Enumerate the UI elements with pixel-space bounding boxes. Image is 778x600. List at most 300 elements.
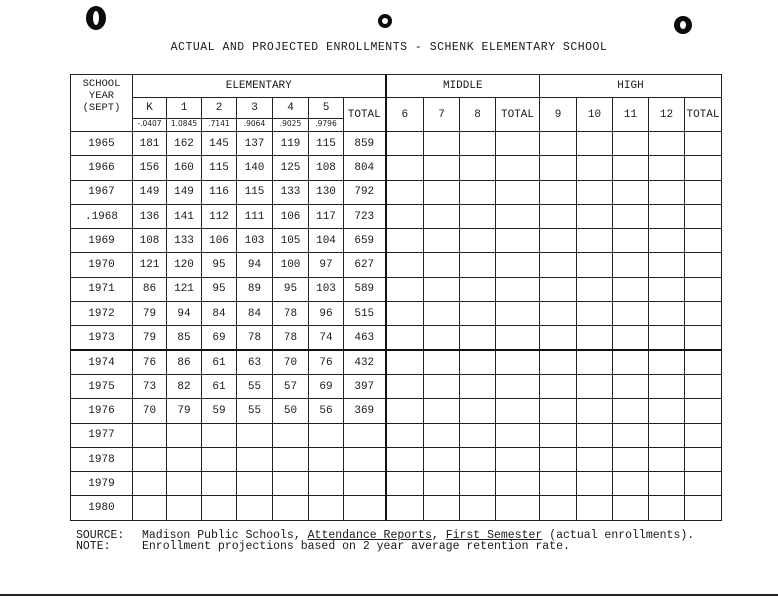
elementary-total-cell	[344, 423, 386, 447]
empty-cell	[460, 229, 496, 253]
year-cell: 1977	[71, 423, 133, 447]
year-cell: 1970	[71, 253, 133, 277]
enrollment-cell: 103	[237, 229, 273, 253]
enrollment-cell: 121	[133, 253, 167, 277]
year-cell: 1975	[71, 374, 133, 398]
empty-cell	[496, 204, 540, 228]
binder-hole-left	[86, 6, 106, 30]
projection-note	[76, 541, 694, 552]
empty-cell	[540, 302, 577, 326]
empty-cell	[685, 374, 722, 398]
empty-cell	[613, 472, 649, 496]
table-row	[71, 447, 722, 471]
empty-cell	[613, 253, 649, 277]
elementary-total-cell	[344, 472, 386, 496]
enrollment-cell: 78	[273, 302, 309, 326]
empty-cell	[424, 447, 460, 471]
enrollment-cell	[133, 472, 167, 496]
enrollment-cell	[167, 496, 202, 520]
elementary-total-cell: 369	[344, 399, 386, 423]
enrollment-cell: 112	[202, 204, 237, 228]
empty-cell	[685, 302, 722, 326]
table-row	[71, 180, 722, 204]
empty-cell	[386, 253, 424, 277]
enrollment-cell: 55	[237, 399, 273, 423]
empty-cell	[613, 204, 649, 228]
enrollment-cell	[309, 496, 344, 520]
empty-cell	[460, 132, 496, 156]
enrollment-cell: 115	[237, 180, 273, 204]
enrollment-cell	[167, 447, 202, 471]
enrollment-cell: 84	[202, 302, 237, 326]
empty-cell	[424, 180, 460, 204]
empty-cell	[613, 447, 649, 471]
table-row	[71, 423, 722, 447]
year-cell: 1979	[71, 472, 133, 496]
empty-cell	[649, 326, 685, 350]
empty-cell	[496, 326, 540, 350]
enrollment-cell: 156	[133, 156, 167, 180]
empty-cell	[460, 326, 496, 350]
enrollment-cell: 95	[202, 253, 237, 277]
empty-cell	[577, 229, 613, 253]
empty-cell	[649, 229, 685, 253]
year-cell: 1973	[71, 326, 133, 350]
year-cell: 1965	[71, 132, 133, 156]
empty-cell	[460, 253, 496, 277]
enrollment-cell: 69	[309, 374, 344, 398]
empty-cell	[649, 302, 685, 326]
source-text-end: (actual enrollments).	[549, 529, 695, 542]
empty-cell	[577, 204, 613, 228]
high-total-header: TOTAL	[685, 98, 722, 132]
empty-cell	[386, 447, 424, 471]
elementary-total-cell: 397	[344, 374, 386, 398]
enrollment-cell	[202, 472, 237, 496]
empty-cell	[386, 399, 424, 423]
empty-cell	[386, 277, 424, 301]
grade-2-header: 2	[202, 98, 237, 119]
empty-cell	[685, 496, 722, 520]
enrollment-cell: 79	[133, 302, 167, 326]
grade-7-header: 7	[424, 98, 460, 132]
enrollment-cell: 82	[167, 374, 202, 398]
table-row	[71, 350, 722, 374]
table-row	[71, 302, 722, 326]
elementary-total-cell	[344, 447, 386, 471]
enrollment-cell	[237, 423, 273, 447]
empty-cell	[540, 132, 577, 156]
enrollment-cell: 115	[309, 132, 344, 156]
enrollment-cell: 95	[273, 277, 309, 301]
empty-cell	[460, 399, 496, 423]
empty-cell	[386, 472, 424, 496]
enrollment-cell	[202, 423, 237, 447]
empty-cell	[386, 423, 424, 447]
grade-9-header: 9	[540, 98, 577, 132]
empty-cell	[460, 496, 496, 520]
empty-cell	[460, 156, 496, 180]
group-elementary: ELEMENTARY	[133, 75, 386, 98]
empty-cell	[386, 374, 424, 398]
group-middle: MIDDLE	[386, 75, 540, 98]
empty-cell	[496, 423, 540, 447]
enrollment-cell	[309, 447, 344, 471]
empty-cell	[424, 374, 460, 398]
table-row	[71, 472, 722, 496]
empty-cell	[577, 253, 613, 277]
elementary-total-cell: 723	[344, 204, 386, 228]
enrollment-cell	[273, 472, 309, 496]
empty-cell	[424, 423, 460, 447]
enrollment-cell: 94	[167, 302, 202, 326]
empty-cell	[496, 253, 540, 277]
empty-cell	[649, 277, 685, 301]
empty-cell	[613, 350, 649, 374]
empty-cell	[460, 423, 496, 447]
empty-cell	[540, 326, 577, 350]
empty-cell	[540, 447, 577, 471]
grade-1-header: 1	[167, 98, 202, 119]
empty-cell	[613, 496, 649, 520]
enrollment-cell: 97	[309, 253, 344, 277]
empty-cell	[540, 374, 577, 398]
empty-cell	[540, 253, 577, 277]
empty-cell	[577, 326, 613, 350]
enrollment-cell: 78	[237, 326, 273, 350]
empty-cell	[577, 277, 613, 301]
year-cell: 1980	[71, 496, 133, 520]
grade-12-header: 12	[649, 98, 685, 132]
empty-cell	[685, 229, 722, 253]
empty-cell	[424, 399, 460, 423]
empty-cell	[685, 277, 722, 301]
grade-11-header: 11	[613, 98, 649, 132]
enrollment-cell: 137	[237, 132, 273, 156]
enrollment-cell: 120	[167, 253, 202, 277]
empty-cell	[540, 472, 577, 496]
empty-cell	[577, 399, 613, 423]
empty-cell	[460, 277, 496, 301]
elementary-total-cell: 432	[344, 350, 386, 374]
empty-cell	[613, 423, 649, 447]
enrollment-cell: 162	[167, 132, 202, 156]
enrollment-cell: 50	[273, 399, 309, 423]
enrollment-cell	[237, 496, 273, 520]
empty-cell	[649, 253, 685, 277]
empty-cell	[577, 132, 613, 156]
year-cell: 1978	[71, 447, 133, 471]
empty-cell	[386, 496, 424, 520]
elementary-total-cell: 515	[344, 302, 386, 326]
empty-cell	[386, 156, 424, 180]
empty-cell	[540, 496, 577, 520]
enrollment-cell: 115	[202, 156, 237, 180]
empty-cell	[649, 374, 685, 398]
enrollment-cell: 130	[309, 180, 344, 204]
empty-cell	[460, 374, 496, 398]
empty-cell	[386, 204, 424, 228]
empty-cell	[424, 302, 460, 326]
enrollment-cell: 145	[202, 132, 237, 156]
enrollment-cell: 69	[202, 326, 237, 350]
group-high: HIGH	[540, 75, 722, 98]
empty-cell	[685, 326, 722, 350]
elementary-total-header: TOTAL	[344, 98, 386, 132]
enrollment-cell: 73	[133, 374, 167, 398]
empty-cell	[685, 472, 722, 496]
empty-cell	[577, 350, 613, 374]
enrollment-cell	[167, 472, 202, 496]
enrollment-cell: 96	[309, 302, 344, 326]
enrollment-cell: 140	[237, 156, 273, 180]
table-row	[71, 374, 722, 398]
elementary-total-cell: 659	[344, 229, 386, 253]
empty-cell	[649, 496, 685, 520]
enrollment-cell: 106	[202, 229, 237, 253]
enrollment-cell	[202, 496, 237, 520]
empty-cell	[540, 277, 577, 301]
enrollment-cell	[273, 447, 309, 471]
enrollment-cell	[237, 447, 273, 471]
enrollment-table	[70, 74, 722, 521]
grade-8-header: 8	[460, 98, 496, 132]
retention-rate: .9064	[237, 119, 273, 132]
enrollment-cell: 86	[133, 277, 167, 301]
empty-cell	[577, 156, 613, 180]
enrollment-cell	[133, 447, 167, 471]
empty-cell	[496, 229, 540, 253]
elementary-total-cell: 627	[344, 253, 386, 277]
enrollment-cell	[309, 423, 344, 447]
enrollment-cell: 149	[167, 180, 202, 204]
source-separator: ,	[431, 529, 439, 542]
source-label: SOURCE:	[76, 529, 125, 542]
enrollment-cell: 79	[133, 326, 167, 350]
table-row	[71, 399, 722, 423]
enrollment-cell: 61	[202, 350, 237, 374]
empty-cell	[424, 253, 460, 277]
empty-cell	[613, 180, 649, 204]
document-title: ACTUAL AND PROJECTED ENROLLMENTS - SCHENK ELEMENTARY SCHOOL	[170, 41, 608, 54]
empty-cell	[649, 156, 685, 180]
grade-6-header: 6	[386, 98, 424, 132]
empty-cell	[460, 447, 496, 471]
enrollment-cell: 76	[309, 350, 344, 374]
grade-10-header: 10	[577, 98, 613, 132]
enrollment-cell: 108	[309, 156, 344, 180]
enrollment-cell	[133, 496, 167, 520]
source-text: Madison Public Schools,	[142, 529, 301, 542]
enrollment-cell: 117	[309, 204, 344, 228]
elementary-total-cell: 589	[344, 277, 386, 301]
elementary-total-cell: 463	[344, 326, 386, 350]
empty-cell	[496, 496, 540, 520]
empty-cell	[685, 180, 722, 204]
empty-cell	[424, 132, 460, 156]
empty-cell	[613, 374, 649, 398]
binder-hole-middle	[378, 14, 392, 28]
note-label: NOTE:	[76, 540, 111, 553]
empty-cell	[496, 302, 540, 326]
empty-cell	[577, 180, 613, 204]
year-cell: 1974	[71, 350, 133, 374]
enrollment-cell: 76	[133, 350, 167, 374]
enrollment-cell: 106	[273, 204, 309, 228]
year-cell: 1972	[71, 302, 133, 326]
school-year-header: SCHOOL YEAR (SEPT)	[71, 75, 133, 132]
empty-cell	[540, 156, 577, 180]
enrollment-cell: 56	[309, 399, 344, 423]
empty-cell	[613, 132, 649, 156]
enrollment-cell	[167, 423, 202, 447]
empty-cell	[649, 180, 685, 204]
year-cell: 1971	[71, 277, 133, 301]
grade-4-header: 4	[273, 98, 309, 119]
enrollment-cell: 160	[167, 156, 202, 180]
empty-cell	[613, 156, 649, 180]
year-cell: 1976	[71, 399, 133, 423]
enrollment-cell: 111	[237, 204, 273, 228]
enrollment-cell	[309, 472, 344, 496]
binder-hole-right	[674, 16, 692, 34]
year-cell: .1968	[71, 204, 133, 228]
enrollment-cell: 63	[237, 350, 273, 374]
empty-cell	[540, 229, 577, 253]
empty-cell	[496, 374, 540, 398]
empty-cell	[460, 350, 496, 374]
enrollment-cell: 116	[202, 180, 237, 204]
enrollment-cell: 89	[237, 277, 273, 301]
retention-rate: 1.0845	[167, 119, 202, 132]
empty-cell	[649, 399, 685, 423]
empty-cell	[685, 132, 722, 156]
enrollment-cell: 55	[237, 374, 273, 398]
empty-cell	[613, 326, 649, 350]
empty-cell	[386, 229, 424, 253]
enrollment-cell: 79	[167, 399, 202, 423]
empty-cell	[424, 350, 460, 374]
empty-cell	[496, 447, 540, 471]
year-cell: 1967	[71, 180, 133, 204]
grade-5-header: 5	[309, 98, 344, 119]
enrollment-cell: 59	[202, 399, 237, 423]
enrollment-cell: 133	[167, 229, 202, 253]
source-publication: Attendance Reports	[307, 529, 432, 542]
table-row	[71, 204, 722, 228]
note-text: Enrollment projections based on	[142, 540, 356, 553]
empty-cell	[685, 204, 722, 228]
note-years: 2	[362, 540, 370, 553]
enrollment-cell: 84	[237, 302, 273, 326]
enrollment-cell: 133	[273, 180, 309, 204]
enrollment-cell: 94	[237, 253, 273, 277]
enrollment-cell: 105	[273, 229, 309, 253]
empty-cell	[577, 423, 613, 447]
enrollment-cell	[273, 496, 309, 520]
empty-cell	[496, 132, 540, 156]
empty-cell	[460, 302, 496, 326]
empty-cell	[649, 204, 685, 228]
enrollment-cell: 78	[273, 326, 309, 350]
empty-cell	[424, 326, 460, 350]
empty-cell	[424, 204, 460, 228]
table-row	[71, 132, 722, 156]
enrollment-cell: 61	[202, 374, 237, 398]
empty-cell	[613, 302, 649, 326]
empty-cell	[496, 472, 540, 496]
empty-cell	[386, 326, 424, 350]
grade-k-header: K	[133, 98, 167, 119]
empty-cell	[613, 229, 649, 253]
empty-cell	[424, 496, 460, 520]
table-row	[71, 229, 722, 253]
empty-cell	[386, 132, 424, 156]
empty-cell	[460, 180, 496, 204]
table-row	[71, 277, 722, 301]
elementary-total-cell: 792	[344, 180, 386, 204]
empty-cell	[649, 447, 685, 471]
empty-cell	[613, 399, 649, 423]
empty-cell	[386, 350, 424, 374]
empty-cell	[540, 423, 577, 447]
enrollment-cell: 95	[202, 277, 237, 301]
enrollment-cell	[237, 472, 273, 496]
enrollment-cell: 103	[309, 277, 344, 301]
empty-cell	[577, 496, 613, 520]
empty-cell	[649, 472, 685, 496]
page-bottom-rule	[0, 594, 778, 596]
empty-cell	[685, 156, 722, 180]
empty-cell	[496, 350, 540, 374]
enrollment-cell: 125	[273, 156, 309, 180]
enrollment-cell: 121	[167, 277, 202, 301]
empty-cell	[649, 350, 685, 374]
empty-cell	[386, 302, 424, 326]
enrollment-cell	[202, 447, 237, 471]
empty-cell	[685, 350, 722, 374]
elementary-total-cell: 804	[344, 156, 386, 180]
enrollment-cell: 70	[133, 399, 167, 423]
footnotes	[76, 530, 694, 552]
retention-rate: .9025	[273, 119, 309, 132]
empty-cell	[577, 472, 613, 496]
enrollment-cell	[133, 423, 167, 447]
enrollment-cell: 104	[309, 229, 344, 253]
year-cell: 1969	[71, 229, 133, 253]
empty-cell	[649, 423, 685, 447]
empty-cell	[386, 180, 424, 204]
empty-cell	[424, 472, 460, 496]
empty-cell	[577, 374, 613, 398]
enrollment-cell: 57	[273, 374, 309, 398]
table-row	[71, 156, 722, 180]
retention-rate: .7141	[202, 119, 237, 132]
enrollment-cell: 74	[309, 326, 344, 350]
empty-cell	[577, 447, 613, 471]
enrollment-cell: 141	[167, 204, 202, 228]
year-cell: 1966	[71, 156, 133, 180]
empty-cell	[540, 204, 577, 228]
enrollment-cell: 85	[167, 326, 202, 350]
table-row	[71, 253, 722, 277]
empty-cell	[685, 399, 722, 423]
empty-cell	[540, 180, 577, 204]
enrollment-cell: 86	[167, 350, 202, 374]
empty-cell	[424, 229, 460, 253]
enrollment-cell: 100	[273, 253, 309, 277]
table-row	[71, 496, 722, 520]
